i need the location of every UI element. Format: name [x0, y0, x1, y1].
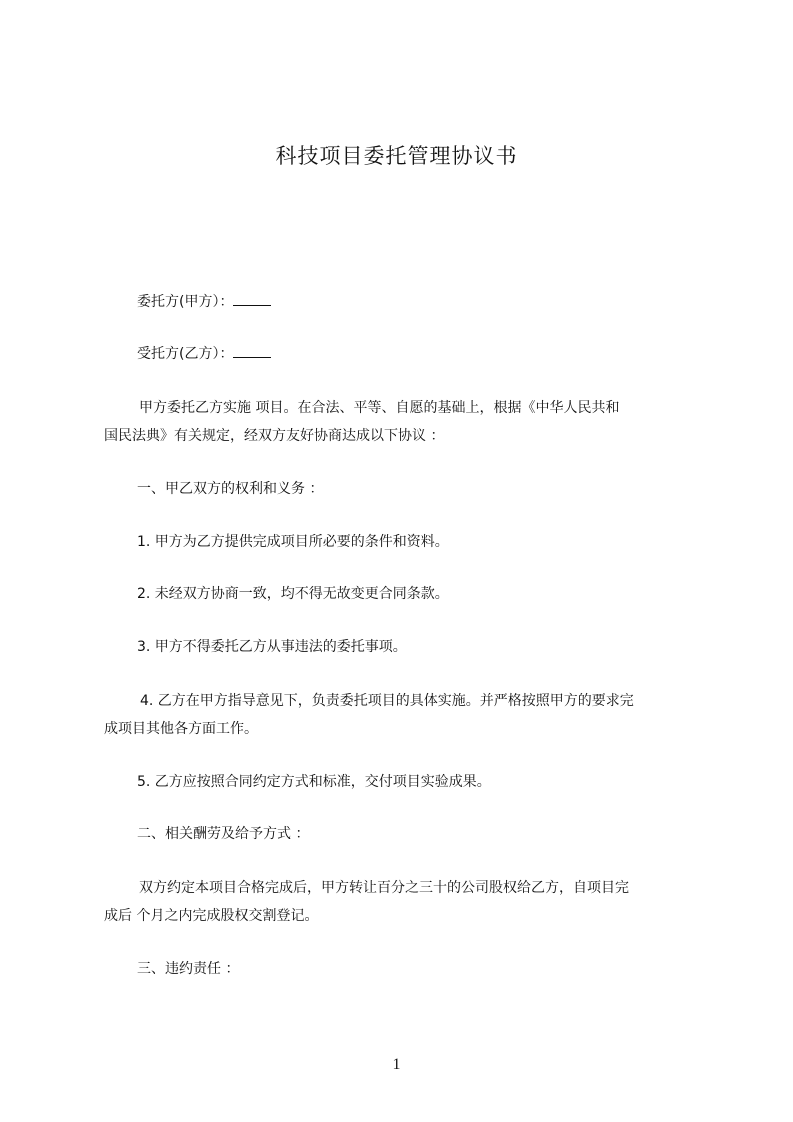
- intro-line-1: 甲方委托乙方实施 项目。在合法、平等、自愿的基础上，根据《中华人民共和: [139, 400, 620, 416]
- party-b-blank: [233, 345, 271, 358]
- intro-line-2: 国民法典》有关规定，经双方友好协商达成以下协议 ：: [104, 428, 445, 444]
- document-title: 科技项目委托管理协议书: [275, 144, 518, 168]
- para-2-line-2: 成后 个月之内完成股权交割登记。: [104, 908, 319, 924]
- item-4-line-2: 成项目其他各方面工作。: [104, 721, 258, 737]
- item-1: 1. 甲方为乙方提供完成项目所必要的条件和资料。: [137, 534, 449, 550]
- item-3: 3. 甲方不得委托乙方从事违法的委托事项。: [137, 639, 407, 655]
- party-a-line: [137, 293, 271, 311]
- page-number: 1: [392, 1056, 401, 1073]
- item-4-line-1: 4. 乙方在甲方指导意见下，负责委托项目的具体实施。并严格按照甲方的要求完: [140, 693, 634, 709]
- party-b-line: [137, 345, 271, 363]
- item-5: 5. 乙方应按照合同约定方式和标准，交付项目实验成果。: [137, 774, 491, 790]
- party-a-label: 委托方(甲方）：: [137, 294, 234, 310]
- section-1-heading: 一、甲乙双方的权利和义务 ：: [137, 481, 324, 497]
- party-a-blank: [233, 293, 271, 306]
- party-b-label: 受托方(乙方）：: [137, 346, 234, 362]
- section-2-heading: 二、相关酬劳及给予方式 ：: [137, 826, 310, 842]
- para-2-line-1: 双方约定本项目合格完成后，甲方转让百分之三十的公司股权给乙方，自项目完: [139, 880, 629, 896]
- section-3-heading: 三、违约责任 ：: [137, 961, 240, 977]
- item-2: 2. 未经双方协商一致，均不得无故变更合同条款。: [137, 586, 449, 602]
